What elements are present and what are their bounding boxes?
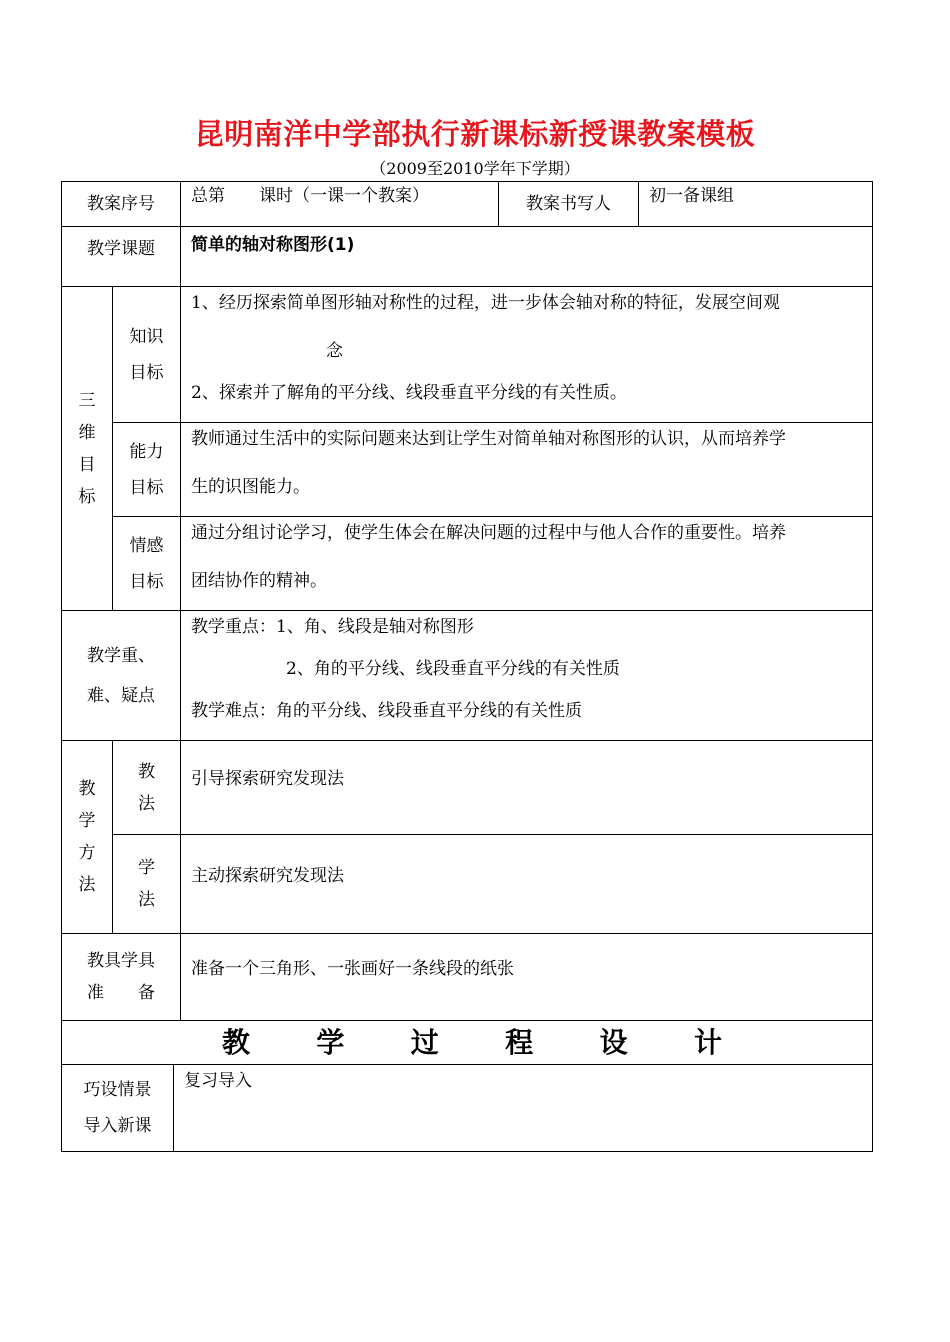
methods-char-4: 法 bbox=[78, 875, 96, 895]
tools-content bbox=[180, 933, 873, 1021]
topic-value: 简单的轴对称图形(1) bbox=[180, 226, 873, 287]
page-title: 昆明南洋中学部执行新课标新授课教案模板 bbox=[194, 117, 756, 151]
knowledge-goal-label bbox=[112, 286, 181, 423]
tools-label-line1: 教具学具 bbox=[87, 951, 155, 971]
emotion-line-1: 通过分组讨论学习，使学生体会在解决问题的过程中与他人合作的重要性。培养 bbox=[191, 523, 786, 543]
intro-label bbox=[61, 1064, 174, 1152]
process-design-heading bbox=[61, 1020, 873, 1065]
emotion-label-line2: 目标 bbox=[129, 571, 164, 592]
tools-label bbox=[61, 933, 181, 1021]
methods-char-2: 学 bbox=[78, 811, 96, 831]
lesson-number-value: 总第 课时（一课一个教案） bbox=[180, 181, 499, 227]
keypoint-line-3: 教学难点：角的平分线、线段垂直平分线的有关性质 bbox=[191, 701, 582, 721]
learning-method-content bbox=[180, 834, 873, 934]
ability-label-line1: 能力 bbox=[129, 441, 164, 462]
ability-goal-label bbox=[112, 422, 181, 517]
methods-group-label bbox=[61, 740, 113, 934]
design-char-5: 设 bbox=[599, 1025, 628, 1059]
teaching-method-label bbox=[112, 740, 181, 835]
knowledge-goal-content bbox=[180, 286, 873, 423]
keypoints-label-line2: 难、疑点 bbox=[87, 685, 155, 706]
knowledge-label-line2: 目标 bbox=[129, 362, 164, 383]
learning-method-value: 主动探索研究发现法 bbox=[191, 866, 344, 886]
teach-label-line2: 法 bbox=[138, 793, 155, 814]
ability-line-2: 生的识图能力。 bbox=[191, 477, 310, 497]
goals-char-4: 标 bbox=[78, 486, 96, 507]
design-char-3: 过 bbox=[410, 1025, 439, 1059]
knowledge-line-1: 1、经历探索简单图形轴对称性的过程，进一步体会轴对称的特征，发展空间观 bbox=[191, 293, 780, 313]
learn-label-line1: 学 bbox=[138, 858, 155, 878]
ability-goal-content bbox=[180, 422, 873, 517]
teaching-method-content bbox=[180, 740, 873, 835]
intro-label-line1: 巧设情景 bbox=[83, 1080, 152, 1100]
keypoint-line-1: 教学重点：1、角、线段是轴对称图形 bbox=[191, 617, 474, 637]
knowledge-label-line1: 知识 bbox=[129, 326, 164, 347]
methods-char-1: 教 bbox=[78, 779, 96, 799]
ability-line-1: 教师通过生活中的实际问题来达到让学生对简单轴对称图形的认识，从而培养学 bbox=[191, 429, 786, 449]
keypoints-label bbox=[61, 610, 181, 741]
keypoint-line-2: 2、角的平分线、线段垂直平分线的有关性质 bbox=[286, 659, 620, 679]
keypoints-label-line1: 教学重、 bbox=[87, 645, 155, 666]
design-char-1: 教 bbox=[222, 1025, 251, 1059]
topic-label: 教学课题 bbox=[61, 226, 181, 287]
tools-value: 准备一个三角形、一张画好一条线段的纸张 bbox=[191, 959, 514, 979]
emotion-goal-content bbox=[180, 516, 873, 611]
intro-value: 复习导入 bbox=[184, 1071, 252, 1091]
emotion-line-2: 团结协作的精神。 bbox=[191, 571, 327, 591]
learning-method-label bbox=[112, 834, 181, 934]
design-char-6: 计 bbox=[693, 1025, 722, 1059]
lesson-number-label: 教案序号 bbox=[61, 181, 181, 227]
emotion-label-line1: 情感 bbox=[129, 535, 164, 556]
emotion-goal-label bbox=[112, 516, 181, 611]
goals-char-1: 三 bbox=[78, 390, 96, 411]
knowledge-line-3: 2、探索并了解角的平分线、线段垂直平分线的有关性质。 bbox=[191, 383, 627, 403]
knowledge-line-2: 念 bbox=[326, 341, 343, 361]
learn-label-line2: 法 bbox=[138, 890, 155, 910]
goals-group-label bbox=[61, 286, 113, 611]
goals-char-2: 维 bbox=[78, 422, 96, 443]
teaching-method-value: 引导探索研究发现法 bbox=[191, 769, 344, 789]
tools-label-line2: 准 备 bbox=[87, 983, 155, 1003]
design-char-2: 学 bbox=[316, 1025, 345, 1059]
ability-label-line2: 目标 bbox=[129, 477, 164, 498]
term-subtitle: （2009至2010学年下学期） bbox=[370, 159, 580, 178]
design-char-4: 程 bbox=[505, 1025, 534, 1059]
intro-label-line2: 导入新课 bbox=[83, 1116, 152, 1136]
writer-value: 初一备课组 bbox=[638, 181, 873, 227]
intro-content bbox=[173, 1064, 873, 1152]
methods-char-3: 方 bbox=[78, 843, 96, 863]
teach-label-line1: 教 bbox=[138, 761, 155, 782]
keypoints-content bbox=[180, 610, 873, 741]
writer-label: 教案书写人 bbox=[498, 181, 639, 227]
goals-char-3: 目 bbox=[78, 454, 96, 475]
